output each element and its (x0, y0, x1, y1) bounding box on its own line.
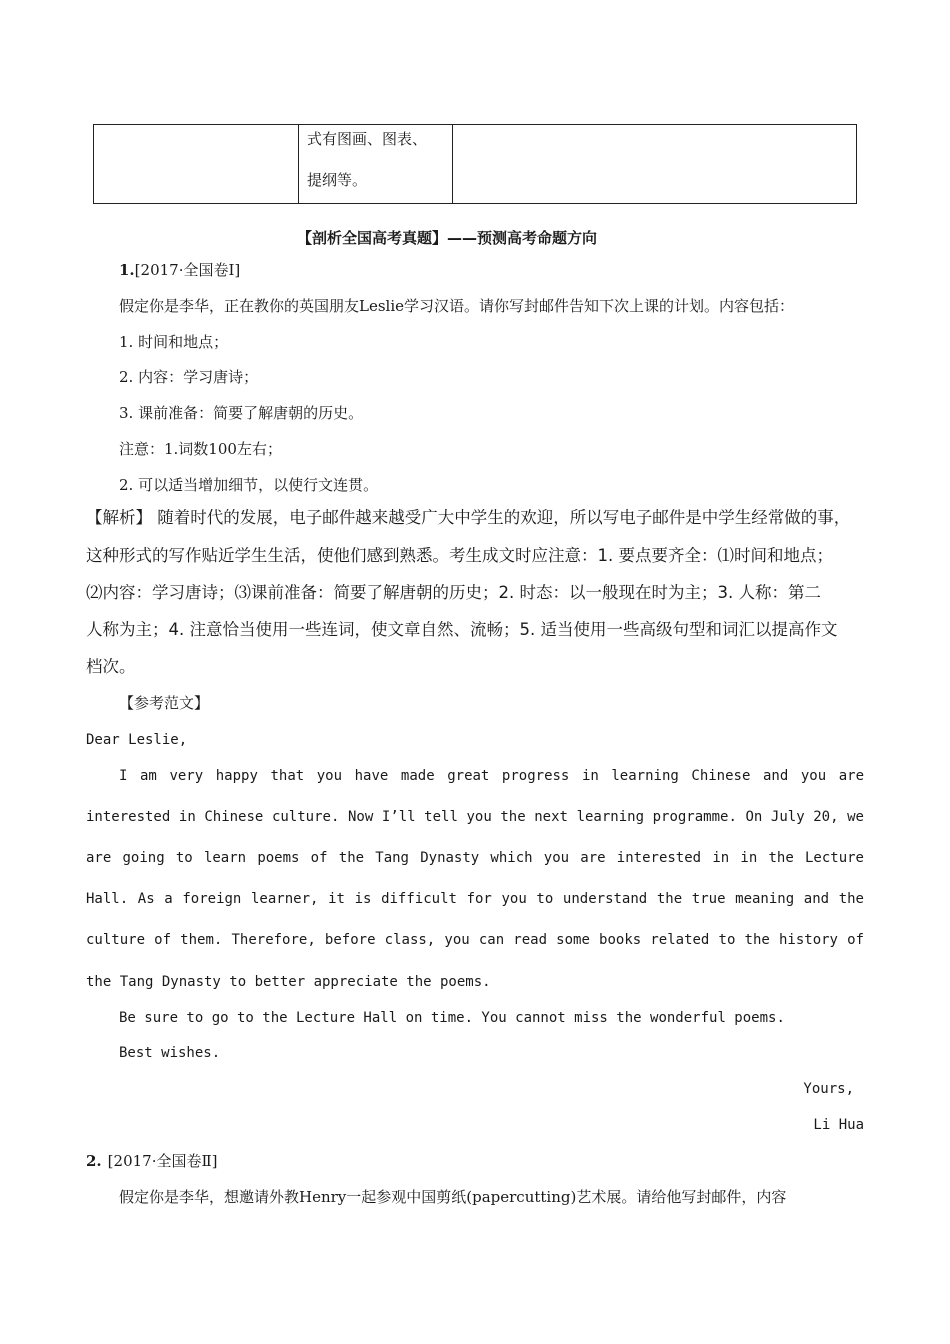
sample-salutation: Dear Leslie, (86, 732, 188, 748)
table-cell-line-2: 提纲等。 (307, 171, 368, 189)
sample-body-line-5: culture of them. Therefore, before class, you can read some books related to the history of (86, 932, 864, 948)
sample-body-line-2: interested in Chinese culture. Now I’ll tell you the next learning programme. On July 20, we (86, 809, 864, 825)
q2-source: [2017·全国卷Ⅱ] (107, 1152, 218, 1170)
table-divider-2 (452, 125, 453, 203)
q2-header (86, 1154, 218, 1169)
q1-note-2: 2. 可以适当增加细节，以使行文连贯。 (119, 476, 379, 494)
sample-body-line-3: are going to learn poems of the Tang Dynasty which you are interested in in the Lecture (86, 850, 864, 866)
table-divider-1 (298, 125, 299, 203)
q1-header (119, 263, 240, 278)
q1-item-1: 1. 时间和地点； (119, 333, 229, 351)
q1-item-2: 2. 内容：学习唐诗； (119, 368, 259, 386)
table-cell-line-1: 式有图画、图表、 (307, 130, 428, 148)
analysis-line-4: 人称为主；4. 注意恰当使用一些连词，使文章自然、流畅；5. 适当使用一些高级句型和词汇以提高作文 (86, 620, 838, 639)
q1-item-3: 3. 课前准备：简要了解唐朝的历史。 (119, 404, 364, 422)
analysis-line-5: 档次。 (86, 657, 136, 676)
q2-prompt: 假定你是李华，想邀请外教Henry一起参观中国剪纸(papercutting)艺术展。请给他写封邮件，内容 (119, 1188, 787, 1206)
sample-body-line-1: I am very happy that you have made great progress in learning Chinese and you are (119, 768, 864, 784)
analysis-line-3: ⑵内容：学习唐诗；⑶课前准备：简要了解唐朝的历史；2. 时态：以一般现在时为主；3. 人称：第二 (86, 583, 821, 602)
q1-source: [2017·全国卷Ⅰ] (134, 261, 241, 279)
sample-body-line-6: the Tang Dynasty to better appreciate the poems. (86, 974, 491, 990)
table-fragment (93, 124, 857, 204)
sample-paragraph-2: Be sure to go to the Lecture Hall on time. You cannot miss the wonderful poems. (119, 1010, 785, 1026)
sample-body-line-4: Hall. As a foreign learner, it is difficult for you to understand the true meaning and the (86, 891, 864, 907)
sample-sign-off: Yours, (803, 1081, 854, 1097)
analysis-line-2: 这种形式的写作贴近学生生活，使他们感到熟悉。考生成文时应注意：1. 要点要齐全：⑴时间和地点； (86, 546, 833, 565)
q2-number: 2. (86, 1152, 102, 1170)
q1-prompt: 假定你是李华，正在教你的英国朋友Leslie学习汉语。请你写封邮件告知下次上课的计划。内容包括： (119, 297, 795, 315)
sample-signature: Li Hua (813, 1117, 864, 1133)
q1-note-1: 注意：1.词数100左右； (119, 440, 282, 458)
analysis-line-1: 【解析】 随着时代的发展，电子邮件越来越受广大中学生的欢迎，所以写电子邮件是中学生经常做的事， (86, 508, 851, 527)
sample-heading: 【参考范文】 (119, 694, 210, 712)
q1-number: 1. (119, 261, 135, 279)
sample-closing: Best wishes. (119, 1045, 221, 1061)
section-title: 【剖析全国高考真题】——预测高考命题方向 (297, 229, 598, 247)
